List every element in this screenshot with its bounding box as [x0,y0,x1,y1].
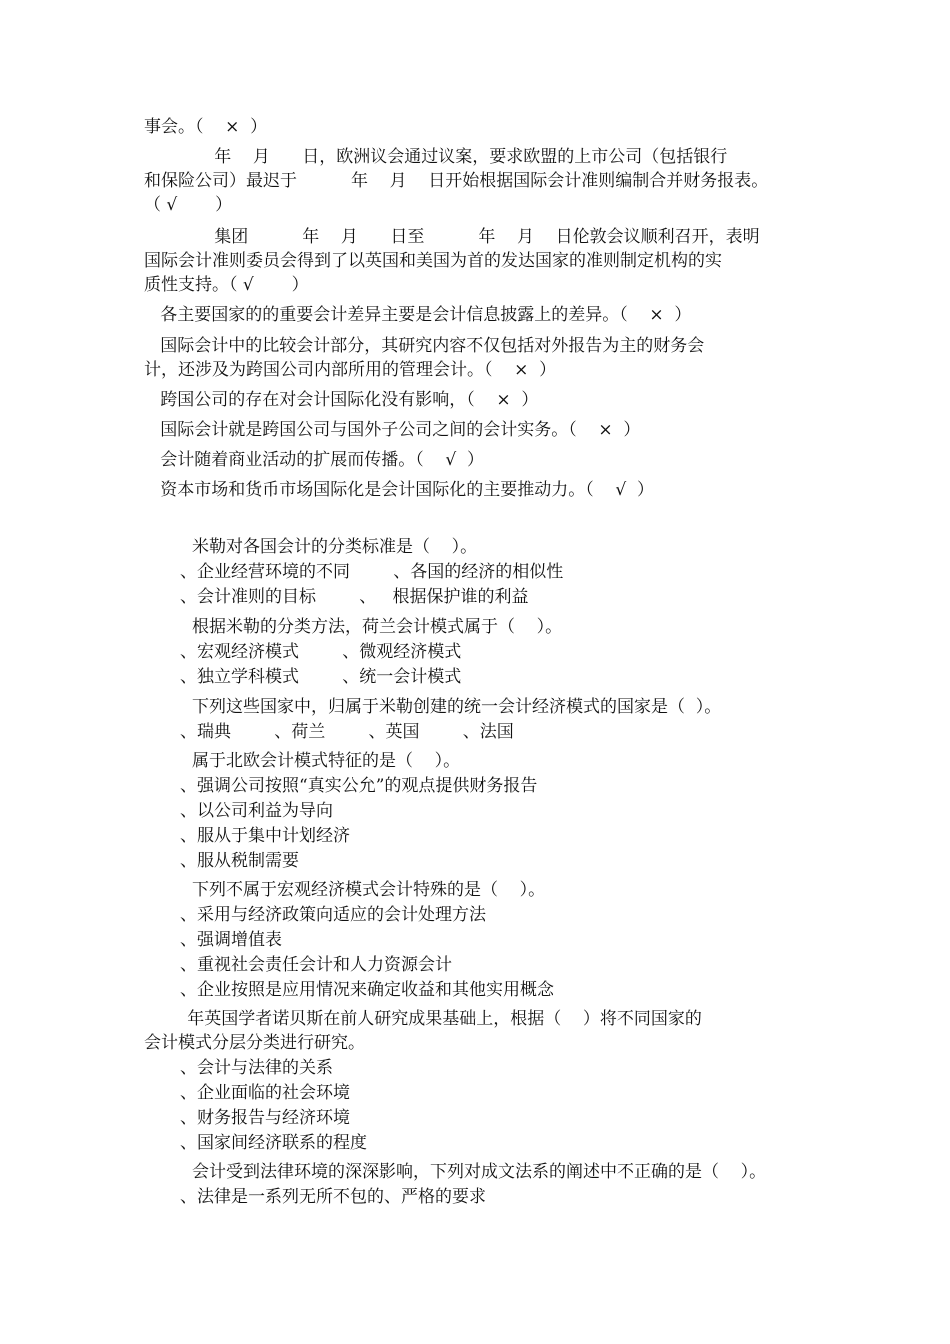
question-stem: 会计受到法律环境的深深影响，下列对成文法系的阐述中不正确的是（ ）。 [192,1162,767,1182]
answer-option: 、法律是一系列无所不包的、严格的要求 [180,1187,486,1207]
statement-line: 计，还涉及为跨国公司内部所用的管理会计。（ × ） [144,360,557,380]
statement-line: 会计随着商业活动的扩展而传播。（ √ ） [144,450,484,470]
answer-option: 、宏观经济模式 、微观经济模式 [180,642,462,662]
answer-option: 、国家间经济联系的程度 [180,1133,367,1153]
answer-option: 、采用与经济政策向适应的会计处理方法 [180,905,486,925]
answer-option: 、企业按照是应用情况来确定收益和其他实用概念 [180,980,554,1000]
answer-option: 、企业经营环境的不同 、各国的经济的相似性 [180,562,564,582]
statement-line: 年 月 日，欧洲议会通过议案，要求欧盟的上市公司（包括银行 [144,147,728,167]
answer-option: 、财务报告与经济环境 [180,1108,350,1128]
statement-line: 集团 年 月 日至 年 月 日伦敦会议顺利召开，表明 [144,227,760,247]
question-stem: 下列不属于宏观经济模式会计特殊的是（ ）。 [192,880,546,900]
question-stem: 米勒对各国会计的分类标准是（ ）。 [192,537,478,557]
answer-option: 、服从于集中计划经济 [180,826,350,846]
statement-line: 质性支持。（ √ ） [144,275,309,295]
statement-line: （ √ ） [144,195,233,215]
statement-line: 事会。（ × ） [144,117,268,137]
question-stem: 年英国学者诺贝斯在前人研究成果基础上，根据（ ）将不同国家的 [144,1009,702,1029]
answer-option: 、强调增值表 [180,930,282,950]
statement-line: 资本市场和货币市场国际化是会计国际化的主要推动力。（ √ ） [144,480,654,500]
answer-option: 、会计准则的目标 、 根据保护谁的利益 [180,587,529,607]
answer-option: 、服从税制需要 [180,851,299,871]
statement-line: 国际会计准则委员会得到了以英国和美国为首的发达国家的准则制定机构的实 [144,251,722,271]
question-stem: 下列这些国家中，归属于米勒创建的统一会计经济模式的国家是（ ）。 [192,697,722,717]
statement-line: 国际会计中的比较会计部分，其研究内容不仅包括对外报告为主的财务会 [144,336,705,356]
answer-option: 、瑞典 、荷兰 、英国 、法国 [180,722,514,742]
answer-option: 、以公司利益为导向 [180,801,333,821]
statement-line: 和保险公司）最迟于 年 月 日开始根据国际会计准则编制合并财务报表。 [144,171,769,191]
question-stem: 属于北欧会计模式特征的是（ ）。 [192,751,461,771]
statement-line: 各主要国家的的重要会计差异主要是会计信息披露上的差异。（ × ） [144,305,692,325]
answer-option: 、独立学科模式 、统一会计模式 [180,667,462,687]
statement-line: 国际会计就是跨国公司与国外子公司之间的会计实务。（ × ） [144,420,641,440]
answer-option: 、企业面临的社会环境 [180,1083,350,1103]
answer-option: 、强调公司按照“真实公允”的观点提供财务报告 [180,776,538,796]
answer-option: 、会计与法律的关系 [180,1058,333,1078]
answer-option: 、重视社会责任会计和人力资源会计 [180,955,452,975]
statement-line: 跨国公司的存在对会计国际化没有影响，（ × ） [144,390,539,410]
question-stem: 会计模式分层分类进行研究。 [144,1033,365,1053]
question-stem: 根据米勒的分类方法，荷兰会计模式属于（ ）。 [192,617,563,637]
